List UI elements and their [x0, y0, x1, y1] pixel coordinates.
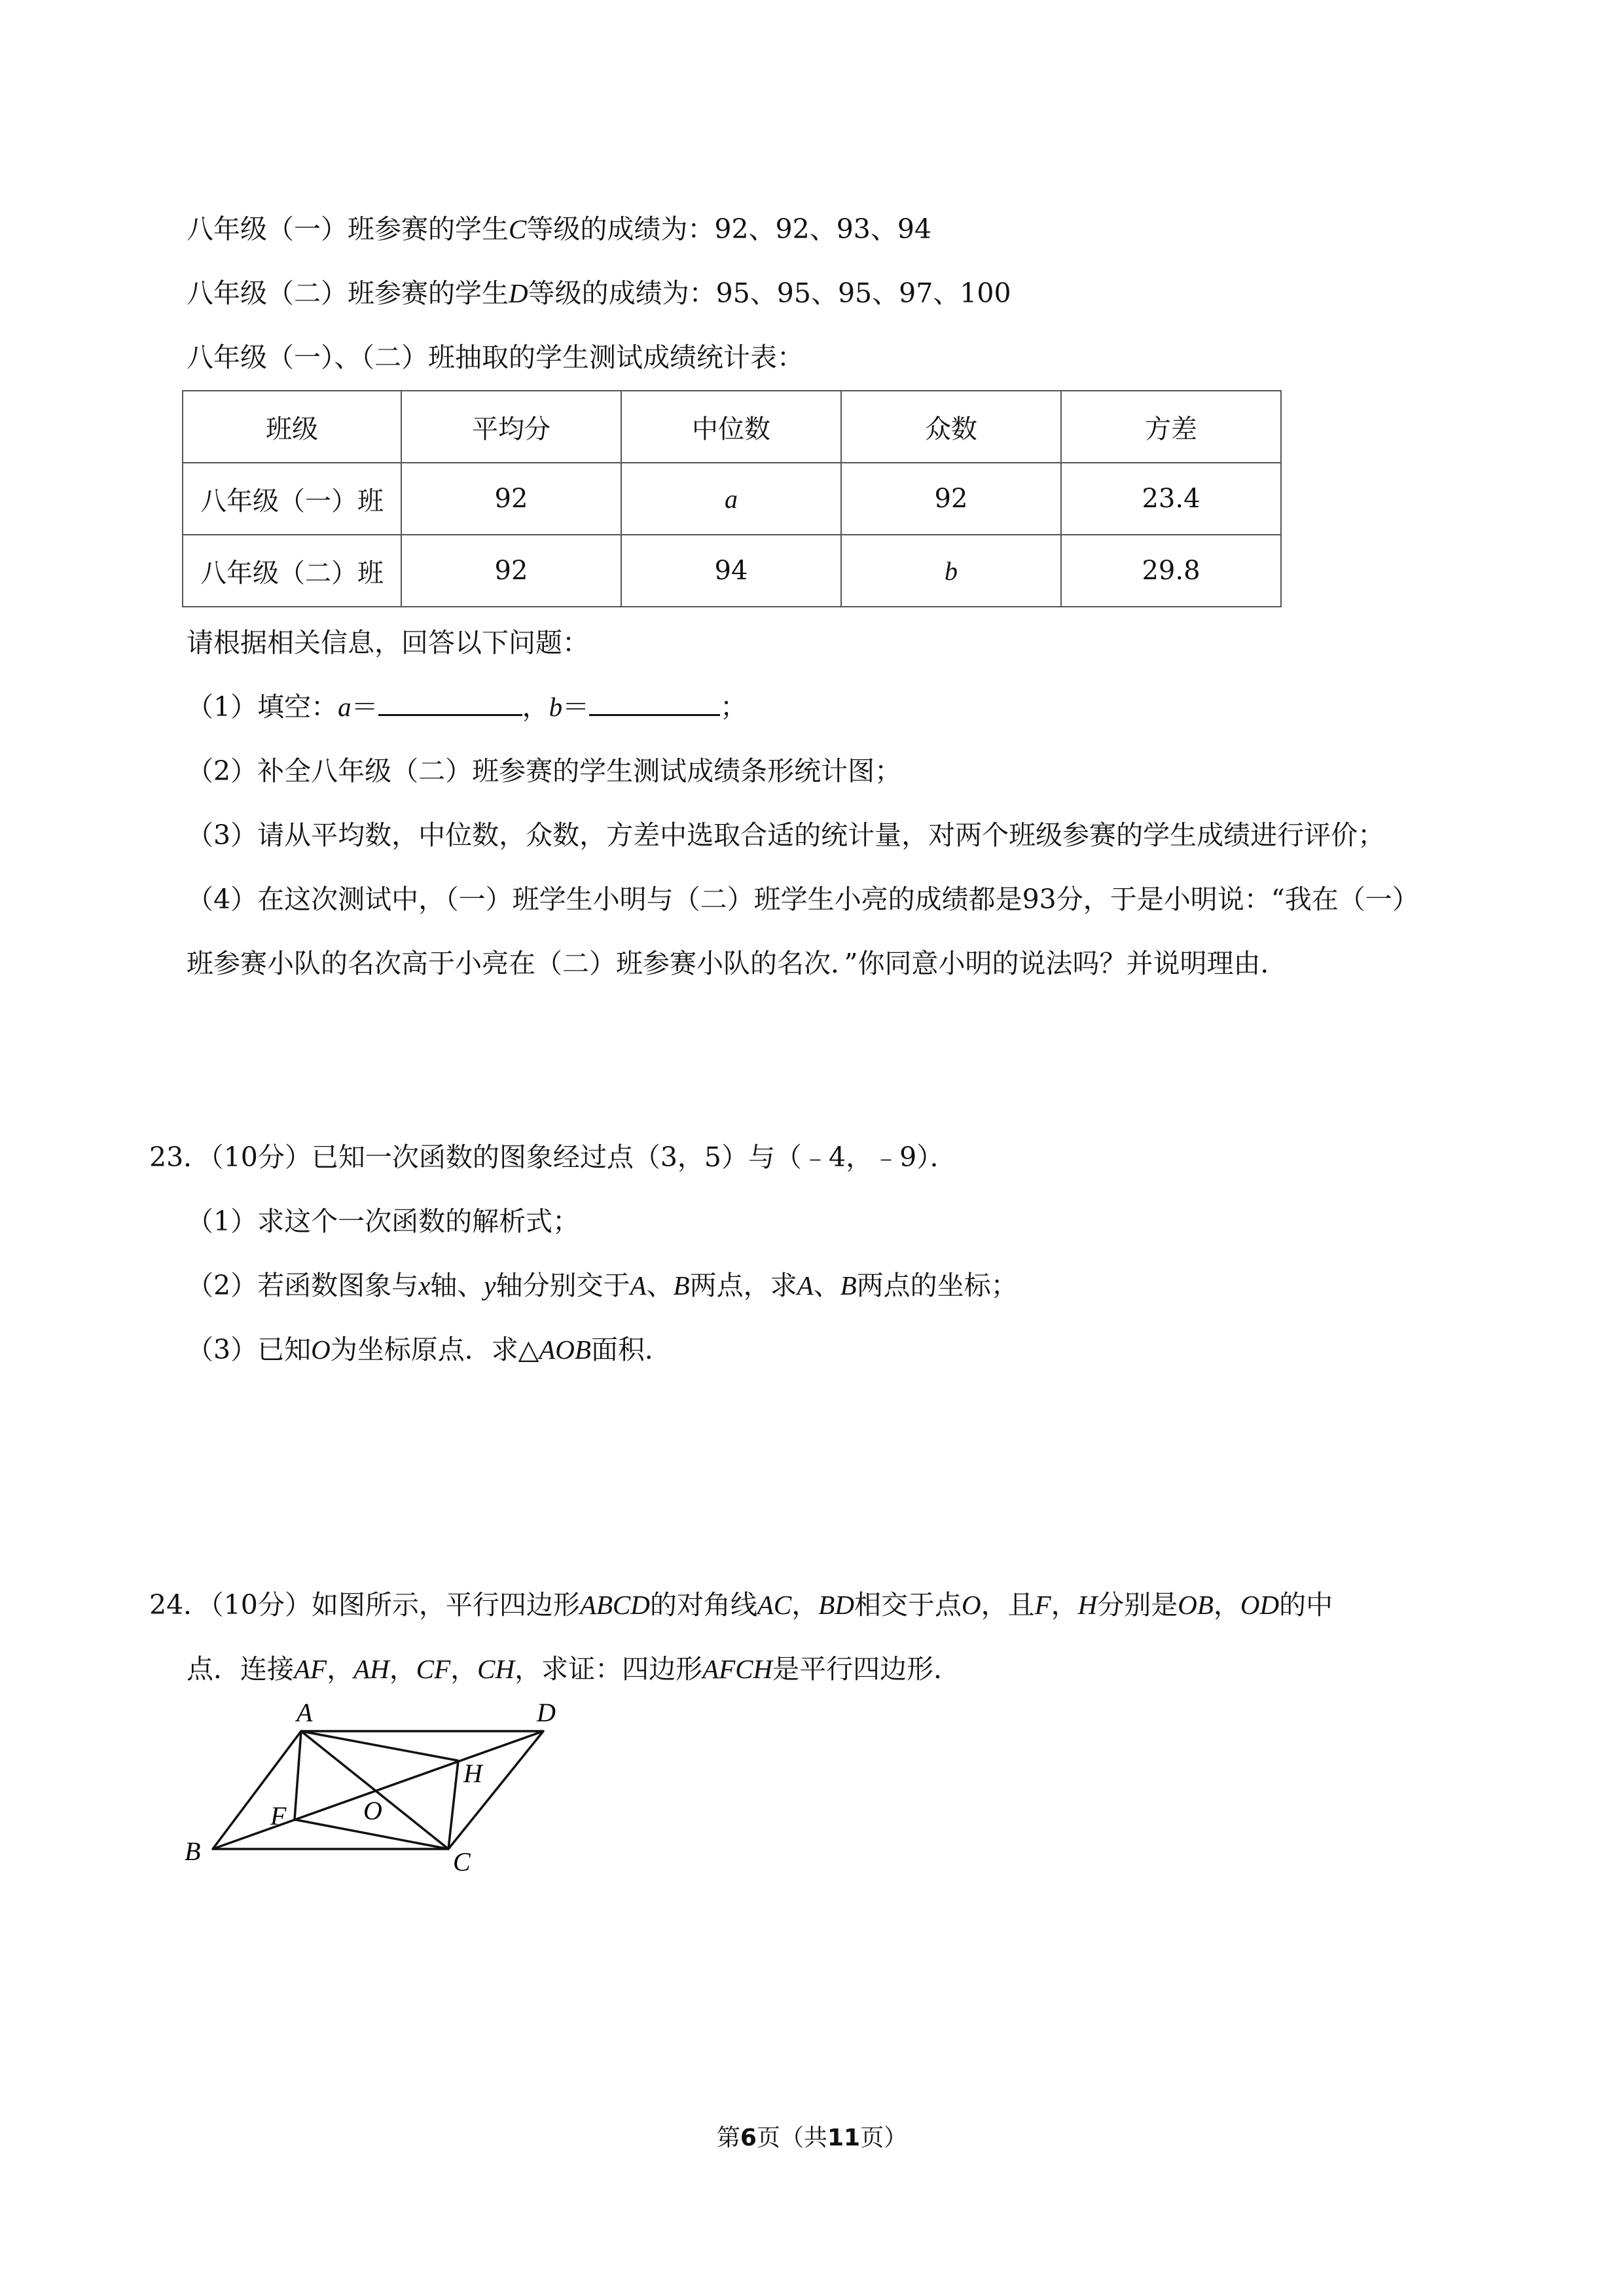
- q22-part1: [187, 691, 748, 723]
- segment-af-line: [295, 1731, 301, 1820]
- segment-bd: BD: [818, 1590, 854, 1620]
- q22-part1-label: （1）填空：: [187, 691, 338, 723]
- equals-sign: ＝: [351, 691, 378, 723]
- text-run: 点．连接: [187, 1653, 294, 1685]
- q24-stem-line1: [149, 1589, 1333, 1621]
- label-a: A: [297, 1698, 313, 1727]
- text-run: 的对角线: [649, 1589, 757, 1621]
- c-grade-letter: C: [509, 214, 527, 244]
- table-cell: a: [621, 463, 841, 535]
- text-run: 轴分别交于: [496, 1270, 630, 1301]
- text-run: 为坐标原点．求△: [330, 1334, 539, 1365]
- total-pages: 11: [827, 2125, 861, 2151]
- label-o: O: [363, 1796, 382, 1825]
- page-number: 6: [740, 2125, 757, 2151]
- point-o: O: [961, 1590, 981, 1620]
- text-run: ，: [791, 1589, 819, 1621]
- text-run: （3）已知: [187, 1334, 312, 1365]
- q23-part1: （1）求这个一次函数的解析式；: [187, 1206, 580, 1237]
- c-grade-line: [187, 213, 932, 245]
- footer-text: 第: [716, 2125, 740, 2151]
- point-a: A: [797, 1270, 814, 1300]
- var-x: x: [418, 1270, 431, 1300]
- q24-stem-line2: [187, 1653, 961, 1685]
- header-cell: 众数: [841, 391, 1061, 463]
- text-run: 轴、: [430, 1270, 484, 1301]
- diagonal-bd: [213, 1731, 543, 1849]
- text-run: ，: [389, 1653, 416, 1685]
- segment-ah: AH: [353, 1654, 389, 1684]
- segment-ob: OB: [1178, 1590, 1214, 1620]
- label-d: D: [537, 1698, 556, 1727]
- text-run: ，: [450, 1653, 478, 1685]
- label-b: B: [185, 1837, 201, 1866]
- table-cell: 94: [621, 535, 841, 607]
- segment-cf: CF: [416, 1654, 451, 1684]
- segment-ch-line: [448, 1761, 458, 1849]
- text-run: ，且: [981, 1589, 1035, 1621]
- table-cell: 92: [841, 463, 1061, 535]
- table-cell: 29.8: [1061, 535, 1281, 607]
- text-run: 面积．: [590, 1334, 672, 1365]
- point-o: O: [311, 1335, 331, 1365]
- text-run: 的中: [1279, 1589, 1333, 1621]
- table-cell: b: [841, 535, 1061, 607]
- d-grade-line: [187, 280, 1011, 307]
- page-footer: [0, 2119, 1624, 2153]
- point-b: B: [673, 1270, 690, 1300]
- text-run: 、: [813, 1270, 840, 1301]
- label-h: H: [463, 1759, 482, 1788]
- var-b: b: [549, 692, 563, 722]
- table-cell: 92: [401, 463, 621, 535]
- q22-part3: （3）请从平均数，中位数，众数，方差中选取合适的统计量，对两个班级参赛的学生成绩进行评价；: [187, 819, 1385, 851]
- q23-part2: [187, 1272, 1018, 1299]
- parallelogram-figure: [177, 1689, 583, 1878]
- header-cell: 中位数: [621, 391, 841, 463]
- text-run: 、: [646, 1270, 674, 1301]
- header-cell: 方差: [1061, 391, 1281, 463]
- quadrilateral-afch: AFCH: [702, 1654, 773, 1684]
- text-run: （2）若函数图象与: [187, 1270, 419, 1301]
- point-h: H: [1077, 1590, 1098, 1620]
- var-a: a: [338, 692, 352, 722]
- text-run: 相交于点: [854, 1589, 962, 1621]
- comma: ，: [522, 691, 549, 723]
- q22-prompt: 请根据相关信息，回答以下问题：: [187, 627, 589, 658]
- table-cell: 八年级（一）班: [183, 463, 401, 535]
- d-grade-text-pre: 八年级（二）班参赛的学生: [187, 278, 509, 309]
- text-run: ，: [327, 1653, 354, 1685]
- q22-part4-line2: 班参赛小队的名次高于小亮在（二）班参赛小队的名次．”你同意小明的说法吗？并说明理由．: [187, 948, 1288, 979]
- text-run: ，: [1051, 1589, 1078, 1621]
- footer-text: 页（共: [756, 2125, 827, 2151]
- parallelogram-abcd: ABCD: [579, 1590, 650, 1620]
- text-run: 两点，求: [689, 1270, 797, 1301]
- table-header-row: [183, 391, 1281, 463]
- point-f: F: [1034, 1590, 1051, 1620]
- q22-part4-line1: （4）在这次测试中，（一）班学生小明与（二）班学生小亮的成绩都是93分，于是小明说：“我在（一）: [187, 884, 1419, 915]
- point-a: A: [630, 1270, 647, 1300]
- equals-sign: ＝: [562, 691, 590, 723]
- table-cell: 八年级（二）班: [183, 535, 401, 607]
- segment-od: OD: [1240, 1590, 1280, 1620]
- segment-af: AF: [294, 1654, 327, 1684]
- var-y: y: [484, 1270, 496, 1300]
- c-grade-text-pre: 八年级（一）班参赛的学生: [187, 213, 509, 245]
- d-grade-scores: 等级的成绩为：95、95、95、97、100: [528, 278, 1011, 309]
- point-b: B: [840, 1270, 857, 1300]
- semicolon: ；: [720, 691, 748, 723]
- table-cell: 92: [401, 535, 621, 607]
- segment-ac: AC: [757, 1590, 792, 1620]
- table-cell: 23.4: [1061, 463, 1281, 535]
- label-f: F: [270, 1801, 287, 1831]
- table-caption: 八年级（一）、（二）班抽取的学生测试成绩统计表：: [187, 342, 804, 373]
- triangle-aob: AOB: [539, 1335, 591, 1365]
- footer-text: 页）: [860, 2125, 908, 2151]
- text-run: 分别是: [1097, 1589, 1178, 1621]
- d-grade-letter: D: [509, 278, 528, 308]
- text-run: ，求证：四边形: [514, 1653, 703, 1685]
- answer-blank-a[interactable]: [378, 694, 522, 716]
- c-grade-scores: 等级的成绩为：92、92、93、94: [526, 213, 932, 245]
- label-c: C: [453, 1847, 471, 1876]
- segment-ch: CH: [477, 1654, 515, 1684]
- header-cell: 班级: [183, 391, 401, 463]
- text-run: ，: [1213, 1589, 1240, 1621]
- text-run: 24．（10分）如图所示，平行四边形: [149, 1589, 580, 1621]
- stats-table: [182, 390, 1282, 607]
- header-cell: 平均分: [401, 391, 621, 463]
- q23-stem: 23．（10分）已知一次函数的图象经过点（3，5）与（﹣4，﹣9）．: [149, 1141, 957, 1173]
- text-run: 是平行四边形．: [772, 1653, 961, 1685]
- q22-part2: （2）补全八年级（二）班参赛的学生测试成绩条形统计图；: [187, 755, 902, 787]
- text-run: 两点的坐标；: [856, 1270, 1018, 1301]
- table-row: [183, 463, 1281, 535]
- segment-ah-line: [301, 1731, 458, 1761]
- table-row: [183, 535, 1281, 607]
- answer-blank-b[interactable]: [589, 694, 720, 716]
- q23-part3: [187, 1336, 672, 1363]
